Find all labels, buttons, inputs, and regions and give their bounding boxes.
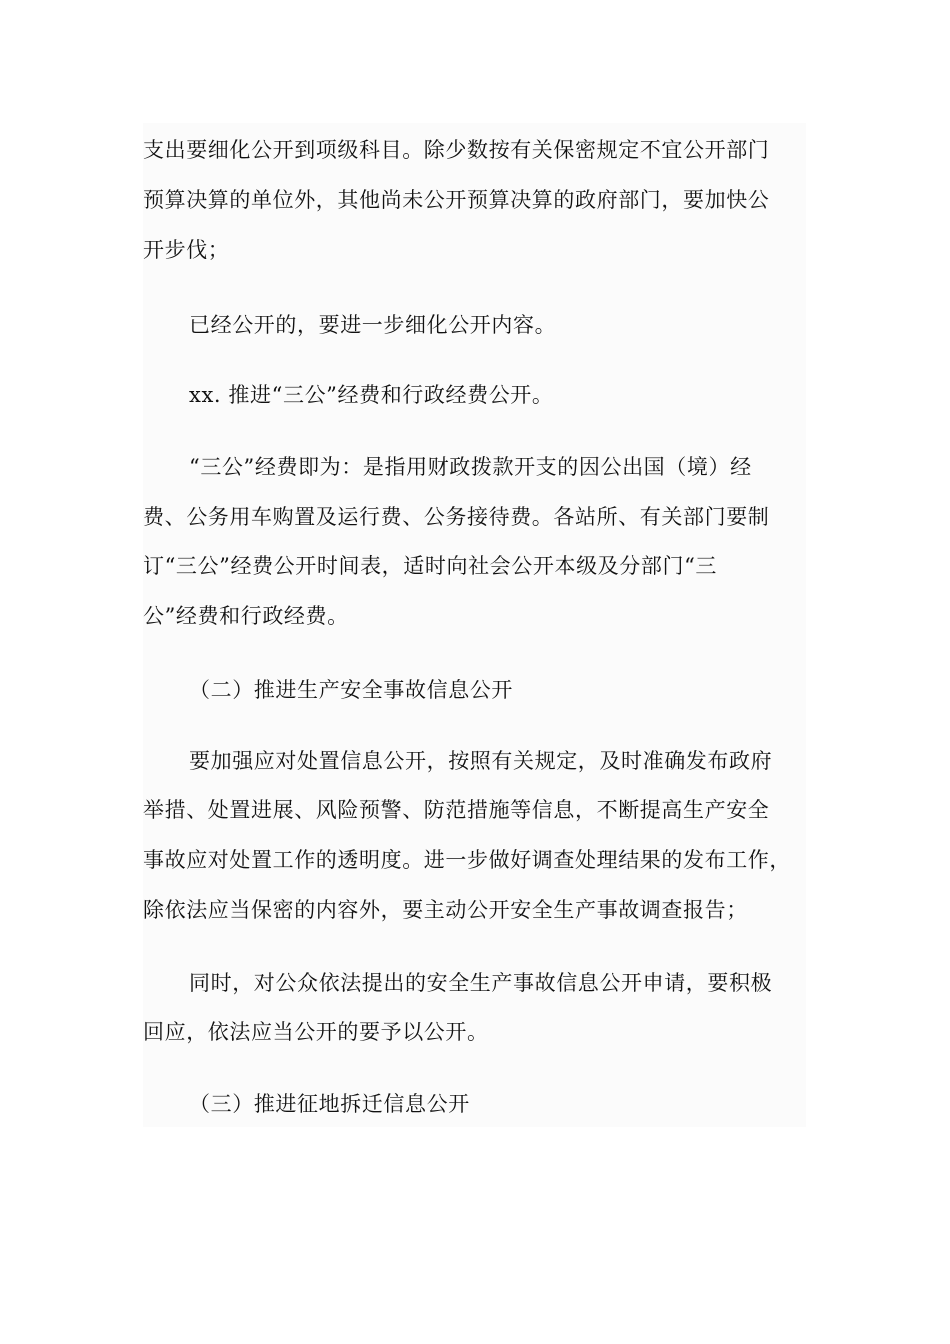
paragraph-line: 预算决算的单位外，其他尚未公开预算决算的政府部门，要加快公: [143, 188, 770, 212]
paragraph-line: 公”经费和行政经费。: [143, 604, 349, 628]
paragraph-line: 支出要细化公开到项级科目。除少数按有关保密规定不宜公开部门: [143, 138, 770, 162]
paragraph-line: 除依法应当保密的内容外，要主动公开安全生产事故调查报告；: [143, 898, 748, 922]
paragraph-line: 开步伐；: [143, 238, 230, 262]
paragraph-line: 订“三公”经费公开时间表，适时向社会公开本级及分部门“三: [143, 554, 718, 578]
section-heading: （二）推进生产安全事故信息公开: [189, 678, 513, 702]
paragraph-line: 要加强应对处置信息公开，按照有关规定，及时准确发布政府: [189, 749, 773, 773]
section-heading: xx. 推进“三公”经费和行政经费公开。: [189, 383, 554, 407]
paragraph-line: 回应，依法应当公开的要予以公开。: [143, 1020, 489, 1044]
paragraph-line: 费、公务用车购置及运行费、公务接待费。各站所、有关部门要制: [143, 505, 770, 529]
paragraph-line: 已经公开的，要进一步细化公开内容。: [189, 313, 557, 337]
document-text-block: [143, 123, 806, 1127]
section-heading: （三）推进征地拆迁信息公开: [189, 1092, 470, 1116]
paragraph-line: 事故应对处置工作的透明度。进一步做好调查处理结果的发布工作，: [143, 848, 791, 872]
paragraph-line: “三公”经费即为：是指用财政拨款开支的因公出国（境）经: [189, 455, 752, 479]
paragraph-line: 同时，对公众依法提出的安全生产事故信息公开申请，要积极: [189, 971, 773, 995]
paragraph-line: 举措、处置进展、风险预警、防范措施等信息，不断提高生产安全: [143, 798, 770, 822]
